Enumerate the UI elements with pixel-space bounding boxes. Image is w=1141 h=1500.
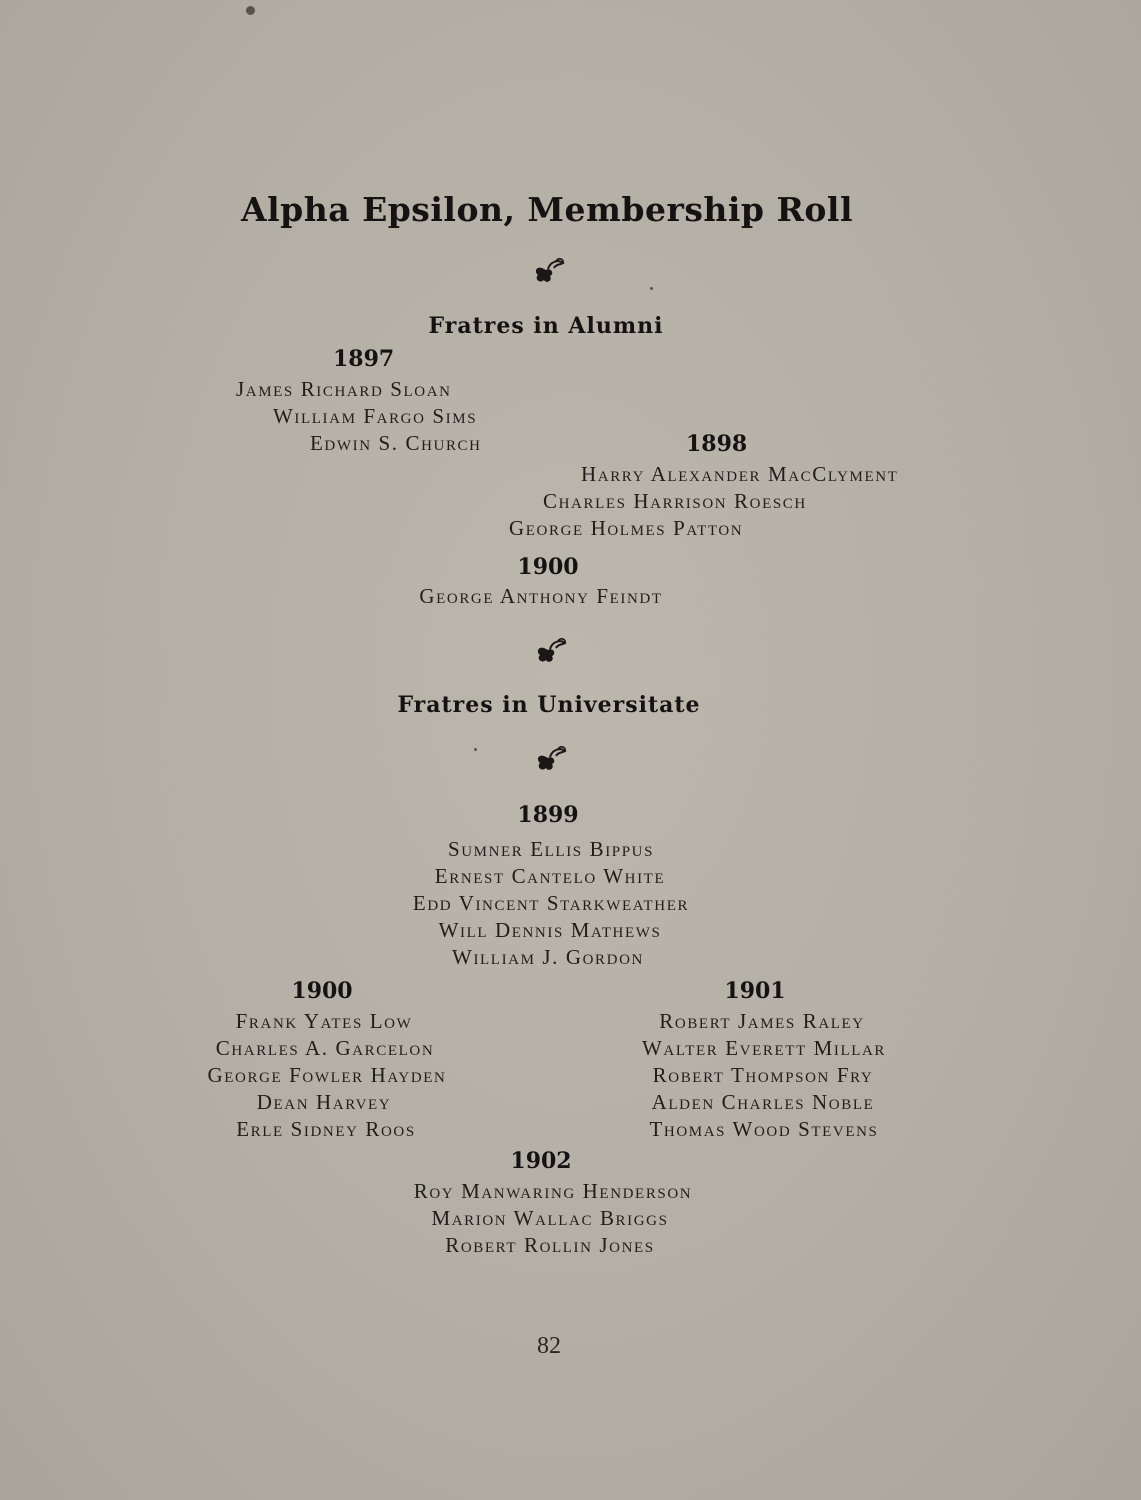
member-name: Edwin S. Church xyxy=(310,431,482,455)
leaf-ornament-icon xyxy=(532,256,566,286)
year-heading: 1900 xyxy=(291,978,353,1004)
member-name: Roy Manwaring Henderson xyxy=(413,1179,693,1203)
member-name: William J. Gordon xyxy=(452,945,644,969)
page-number: 82 xyxy=(537,1333,561,1359)
year-heading: 1899 xyxy=(517,802,579,828)
year-heading: 1897 xyxy=(333,346,395,372)
member-name: George Holmes Patton xyxy=(509,516,744,540)
member-name: George Fowler Hayden xyxy=(207,1063,447,1087)
member-name: Will Dennis Mathews xyxy=(438,918,662,942)
member-name: Charles Harrison Roesch xyxy=(543,489,807,513)
member-name: Marion Wallac Briggs xyxy=(431,1206,669,1230)
leaf-ornament-icon xyxy=(534,636,568,666)
member-name: Robert James Raley xyxy=(659,1009,865,1033)
year-heading: 1902 xyxy=(510,1148,572,1174)
member-name: Robert Rollin Jones xyxy=(445,1233,655,1257)
member-name: Thomas Wood Stevens xyxy=(649,1117,879,1141)
member-name: Frank Yates Low xyxy=(235,1009,413,1033)
member-name: Erle Sidney Roos xyxy=(236,1117,416,1141)
paper-speck xyxy=(474,748,477,751)
member-name: James Richard Sloan xyxy=(236,377,452,401)
member-name: Charles A. Garcelon xyxy=(215,1036,435,1060)
year-heading: 1898 xyxy=(686,431,748,457)
page-title: Alpha Epsilon, Membership Roll xyxy=(240,190,854,229)
member-name: Robert Thompson Fry xyxy=(652,1063,874,1087)
paper-speck xyxy=(246,6,255,15)
section-heading-alumni: Fratres in Alumni xyxy=(428,313,664,339)
member-name: Dean Harvey xyxy=(256,1090,392,1114)
member-name: Edd Vincent Starkweather xyxy=(412,891,690,915)
year-heading: 1901 xyxy=(724,978,786,1004)
leaf-ornament-icon xyxy=(534,744,568,774)
member-name: William Fargo Sims xyxy=(273,404,478,428)
paper-speck xyxy=(650,287,653,290)
member-name: Sumner Ellis Bippus xyxy=(447,837,655,861)
year-heading: 1900 xyxy=(517,554,579,580)
member-name: Ernest Cantelo White xyxy=(434,864,666,888)
member-name: Harry Alexander MacClyment xyxy=(581,462,899,486)
member-name: Walter Everett Millar xyxy=(641,1036,887,1060)
member-name: George Anthony Feindt xyxy=(419,584,663,608)
member-name: Alden Charles Noble xyxy=(651,1090,875,1114)
section-heading-universitate: Fratres in Universitate xyxy=(397,692,701,718)
